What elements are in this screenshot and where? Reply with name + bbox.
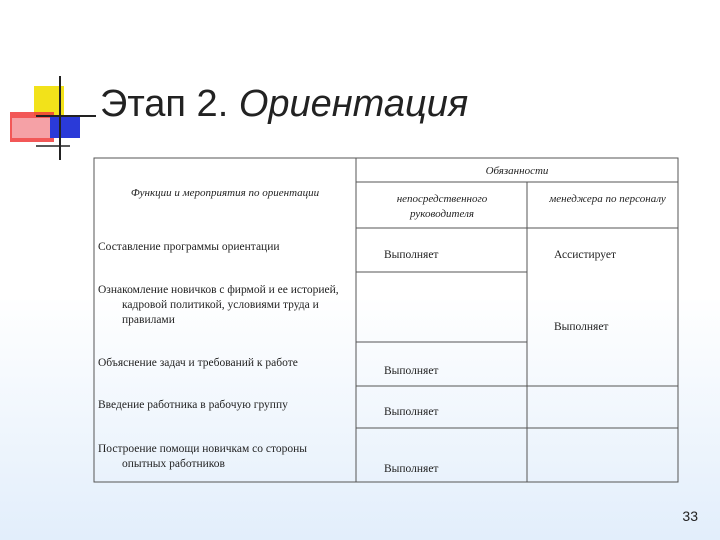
hr-manager-header: менеджера по персоналу [549,193,666,205]
row-3-supervisor: Выполняет [384,365,439,377]
row-2-function: Ознакомление новичков с фирмой и ее историей, кадровой политикой, условиями труда и правилами [98,284,339,326]
row-5-supervisor: Выполняет [384,463,439,475]
functions-header: Функции и мероприятия по ориентации [130,187,320,199]
title-emphasis: Ориентация [238,83,469,125]
page-number: 33 [682,508,698,524]
row-2-hr-manager: Выполняет [554,321,609,333]
title-prefix: Этап 2. [100,83,229,125]
duties-header: Обязанности [485,165,549,177]
row-1-supervisor: Выполняет [384,249,439,261]
row-4-supervisor: Выполняет [384,406,439,418]
row-5-function: Построение помощи новичкам со стороны опытных работников [98,443,308,470]
supervisor-header: непосредственного руководителя [396,193,488,220]
row-1-hr-manager: Ассистирует [554,249,616,261]
slide-title [100,80,468,128]
row-3-function: Объяснение задач и требований к работе [98,357,298,369]
row-1-function: Составление программы ориентации [98,241,280,253]
row-4-function: Введение работника в рабочую группу [98,399,288,411]
